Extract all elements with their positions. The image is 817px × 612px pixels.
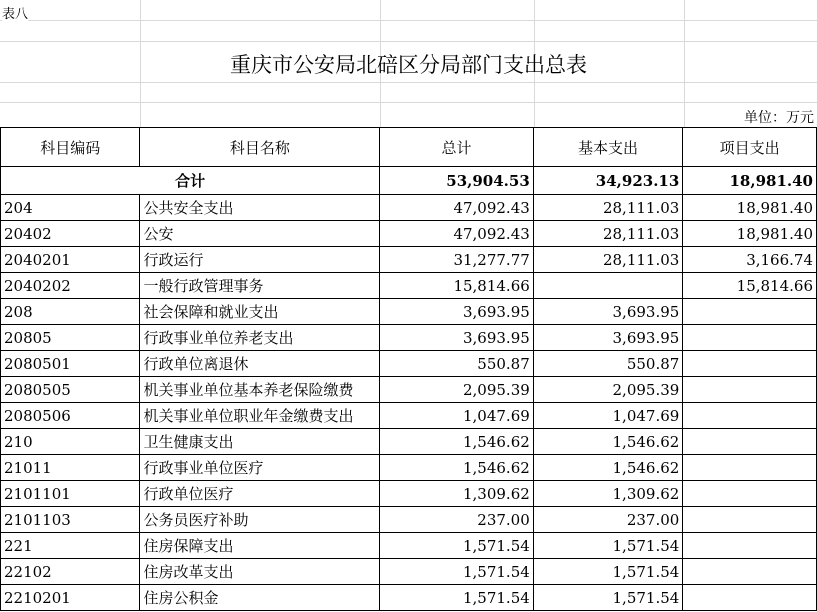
row-name: 住房公积金 xyxy=(140,585,380,611)
row-project xyxy=(683,429,817,455)
table-row xyxy=(1,195,817,221)
row-total: 2,095.39 xyxy=(380,377,534,403)
header-row xyxy=(1,128,817,167)
row-project: 18,981.40 xyxy=(683,221,817,247)
row-code: 2101103 xyxy=(1,507,140,533)
gridline xyxy=(0,20,817,21)
row-code: 20805 xyxy=(1,325,140,351)
row-basic: 28,111.03 xyxy=(533,195,683,221)
total-row xyxy=(1,167,817,195)
row-basic: 1,571.54 xyxy=(533,533,683,559)
row-project xyxy=(683,481,817,507)
row-project xyxy=(683,403,817,429)
table-row xyxy=(1,351,817,377)
row-code: 20402 xyxy=(1,221,140,247)
table-row xyxy=(1,273,817,299)
row-name: 公共安全支出 xyxy=(140,195,380,221)
row-project: 15,814.66 xyxy=(683,273,817,299)
gridline xyxy=(0,82,817,83)
total-basic: 34,923.13 xyxy=(533,167,683,195)
row-total: 550.87 xyxy=(380,351,534,377)
row-basic: 1,309.62 xyxy=(533,481,683,507)
row-name: 行政单位离退休 xyxy=(140,351,380,377)
sheet-label: 表八 xyxy=(2,3,28,22)
table-row xyxy=(1,221,817,247)
col-header-code: 科目编码 xyxy=(1,128,140,167)
row-basic: 1,546.62 xyxy=(533,429,683,455)
table-row xyxy=(1,403,817,429)
row-name: 一般行政管理事务 xyxy=(140,273,380,299)
row-total: 1,309.62 xyxy=(380,481,534,507)
col-header-total: 总计 xyxy=(380,128,534,167)
row-basic: 3,693.95 xyxy=(533,325,683,351)
row-name: 机关事业单位职业年金缴费支出 xyxy=(140,403,380,429)
table-row xyxy=(1,533,817,559)
table-row xyxy=(1,247,817,273)
row-total: 237.00 xyxy=(380,507,534,533)
table-row xyxy=(1,299,817,325)
row-project: 3,166.74 xyxy=(683,247,817,273)
row-code: 21011 xyxy=(1,455,140,481)
row-project xyxy=(683,533,817,559)
row-name: 住房保障支出 xyxy=(140,533,380,559)
total-label: 合计 xyxy=(1,167,380,195)
row-code: 22102 xyxy=(1,559,140,585)
row-name: 行政事业单位养老支出 xyxy=(140,325,380,351)
row-basic: 3,693.95 xyxy=(533,299,683,325)
table-row xyxy=(1,325,817,351)
row-project xyxy=(683,585,817,611)
row-total: 47,092.43 xyxy=(380,221,534,247)
table-row xyxy=(1,455,817,481)
row-total: 3,693.95 xyxy=(380,299,534,325)
row-name: 行政事业单位医疗 xyxy=(140,455,380,481)
row-code: 221 xyxy=(1,533,140,559)
row-code: 2210201 xyxy=(1,585,140,611)
table-row xyxy=(1,507,817,533)
row-project xyxy=(683,351,817,377)
row-project xyxy=(683,377,817,403)
row-project xyxy=(683,299,817,325)
expense-table xyxy=(0,127,817,611)
row-project: 18,981.40 xyxy=(683,195,817,221)
row-code: 2040201 xyxy=(1,247,140,273)
col-header-name: 科目名称 xyxy=(140,128,380,167)
row-total: 1,047.69 xyxy=(380,403,534,429)
row-code: 2080501 xyxy=(1,351,140,377)
row-project xyxy=(683,507,817,533)
col-header-basic: 基本支出 xyxy=(533,128,683,167)
row-total: 15,814.66 xyxy=(380,273,534,299)
table-row xyxy=(1,585,817,611)
row-basic: 1,546.62 xyxy=(533,455,683,481)
row-name: 行政单位医疗 xyxy=(140,481,380,507)
row-basic: 2,095.39 xyxy=(533,377,683,403)
row-basic: 237.00 xyxy=(533,507,683,533)
row-total: 1,546.62 xyxy=(380,429,534,455)
row-basic: 1,571.54 xyxy=(533,585,683,611)
row-total: 3,693.95 xyxy=(380,325,534,351)
row-total: 31,277.77 xyxy=(380,247,534,273)
row-name: 社会保障和就业支出 xyxy=(140,299,380,325)
row-project xyxy=(683,559,817,585)
row-basic: 28,111.03 xyxy=(533,247,683,273)
row-name: 公安 xyxy=(140,221,380,247)
unit-label: 单位：万元 xyxy=(744,107,814,127)
row-basic: 1,047.69 xyxy=(533,403,683,429)
col-header-project: 项目支出 xyxy=(683,128,817,167)
table-row xyxy=(1,559,817,585)
row-project xyxy=(683,325,817,351)
row-name: 住房改革支出 xyxy=(140,559,380,585)
row-basic: 1,571.54 xyxy=(533,559,683,585)
row-code: 208 xyxy=(1,299,140,325)
row-basic xyxy=(533,273,683,299)
row-name: 行政运行 xyxy=(140,247,380,273)
page-title: 重庆市公安局北碚区分局部门支出总表 xyxy=(230,53,587,77)
gridline xyxy=(0,102,817,103)
row-code: 2080506 xyxy=(1,403,140,429)
row-total: 1,571.54 xyxy=(380,585,534,611)
row-total: 47,092.43 xyxy=(380,195,534,221)
row-code: 2101101 xyxy=(1,481,140,507)
row-name: 公务员医疗补助 xyxy=(140,507,380,533)
table-row xyxy=(1,481,817,507)
row-total: 1,571.54 xyxy=(380,559,534,585)
gridline xyxy=(0,41,817,42)
row-name: 卫生健康支出 xyxy=(140,429,380,455)
table-row xyxy=(1,377,817,403)
row-code: 2040202 xyxy=(1,273,140,299)
row-total: 1,571.54 xyxy=(380,533,534,559)
row-basic: 28,111.03 xyxy=(533,221,683,247)
table-row xyxy=(1,429,817,455)
row-total: 1,546.62 xyxy=(380,455,534,481)
row-code: 210 xyxy=(1,429,140,455)
row-code: 2080505 xyxy=(1,377,140,403)
total-project: 18,981.40 xyxy=(683,167,817,195)
total-total: 53,904.53 xyxy=(380,167,534,195)
row-basic: 550.87 xyxy=(533,351,683,377)
row-code: 204 xyxy=(1,195,140,221)
row-name: 机关事业单位基本养老保险缴费 xyxy=(140,377,380,403)
row-project xyxy=(683,455,817,481)
